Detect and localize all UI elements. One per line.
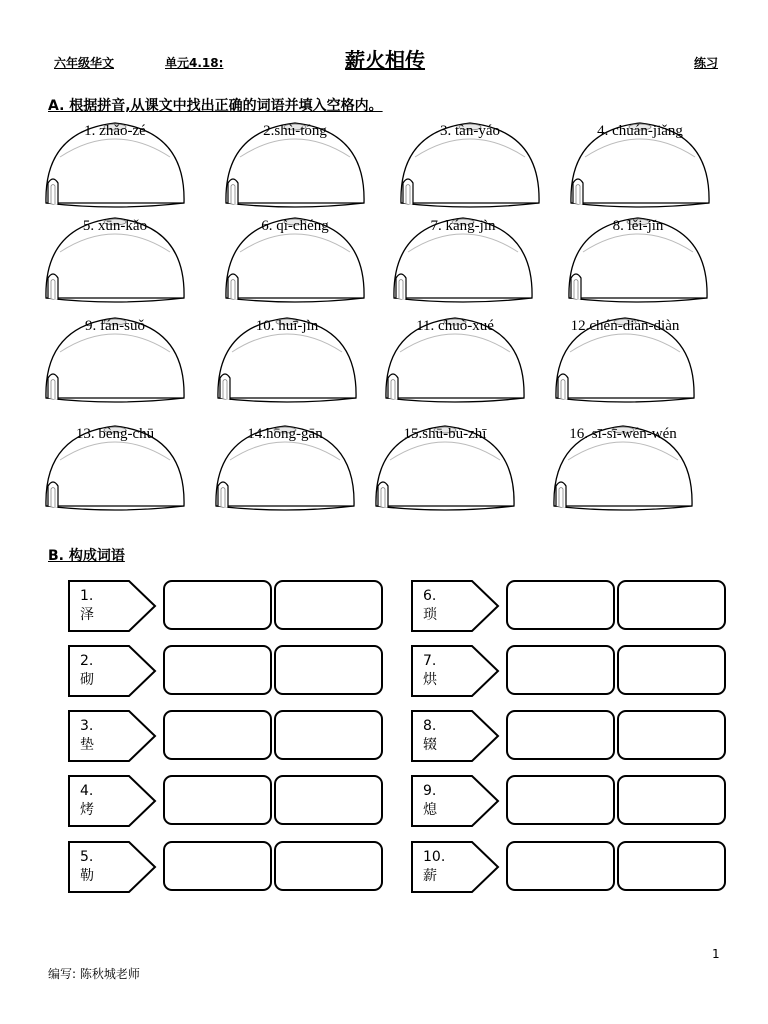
answer-box-2[interactable] [274,645,383,695]
character-label: 10. 薪 [423,849,446,884]
pinyin-label: 8. lěi-jǐn [612,218,664,234]
pinyin-label: 6. qì-chéng [261,218,329,234]
unit-label: 单元4.18: [165,56,224,70]
igloo-answer-3[interactable] [395,117,545,217]
pinyin-label: 14.hōng-gān [247,426,323,442]
igloo-answer-13[interactable] [40,420,190,520]
pinyin-label: 5. xūn-kǎo [82,218,148,234]
igloo-answer-10[interactable] [212,312,362,412]
answer-box-1[interactable] [163,580,272,630]
character-label: 6. 琐 [423,588,437,623]
character-label: 8. 辍 [423,718,437,753]
pinyin-label: 12.chén-diàn-diàn [570,318,680,334]
answer-box-2[interactable] [274,841,383,891]
pinyin-label: 3. tàn-yáo [440,123,500,139]
igloo-answer-8[interactable] [563,212,713,312]
character-label: 3. 垫 [80,718,94,753]
answer-box-2[interactable] [617,645,726,695]
word-row-right-4 [411,775,731,825]
pinyin-label: 15.shū-bù-zhī [403,426,487,442]
pinyin-label: 10. huī-jìn [255,318,319,334]
answer-box-1[interactable] [506,710,615,760]
pinyin-label: 4. chuán-jiǎng [597,123,683,139]
answer-box-1[interactable] [506,645,615,695]
answer-box-1[interactable] [506,580,615,630]
answer-box-2[interactable] [617,710,726,760]
answer-box-2[interactable] [274,775,383,825]
word-row-right-2 [411,645,731,695]
igloo-answer-1[interactable] [40,117,190,217]
answer-box-2[interactable] [617,580,726,630]
pinyin-label: 13. bèng-chū [75,426,155,442]
word-row-left-4 [68,775,388,825]
character-label: 5. 勒 [80,849,94,884]
answer-box-1[interactable] [163,645,272,695]
answer-box-1[interactable] [163,710,272,760]
answer-box-1[interactable] [506,775,615,825]
character-label: 9. 熄 [423,783,437,818]
word-row-right-5 [411,841,731,891]
igloo-answer-6[interactable] [220,212,370,312]
section-a-instruction: A. 根据拼音,从课文中找出正确的词语并填入空格内。 [48,98,383,114]
answer-box-2[interactable] [274,710,383,760]
word-row-left-2 [68,645,388,695]
word-row-right-1 [411,580,731,630]
author-credit: 编写: 陈秋城老师 [48,967,140,981]
word-row-left-5 [68,841,388,891]
word-row-right-3 [411,710,731,760]
pinyin-label: 9. fán-suǒ [85,318,145,334]
igloo-answer-15[interactable] [370,420,520,520]
pinyin-label: 7. káng-jìn [430,218,496,234]
grade-label: 六年级华文 [54,56,115,70]
page-title: 薪火相传 [345,48,425,72]
igloo-answer-4[interactable] [565,117,715,217]
igloo-answer-11[interactable] [380,312,530,412]
word-row-left-3 [68,710,388,760]
character-label: 2. 砌 [80,653,94,688]
answer-box-2[interactable] [617,775,726,825]
igloo-answer-2[interactable] [220,117,370,217]
section-b-title: B. 构成词语 [48,548,125,564]
igloo-answer-5[interactable] [40,212,190,312]
pinyin-label: 2.shù-tóng [263,123,327,139]
character-label: 1. 泽 [80,588,94,623]
answer-box-1[interactable] [163,775,272,825]
answer-box-2[interactable] [274,580,383,630]
igloo-answer-16[interactable] [548,420,698,520]
pinyin-label: 11. chuò-xué [416,318,494,334]
worksheet-type: 练习 [694,56,719,70]
igloo-answer-12[interactable] [550,312,700,412]
page-number: 1 [712,947,720,961]
pinyin-label: 16. sī-sī-wén-wén [569,426,677,442]
igloo-answer-14[interactable] [210,420,360,520]
character-label: 7. 烘 [423,653,437,688]
igloo-answer-9[interactable] [40,312,190,412]
pinyin-label: 1. zhǎo-zé [84,123,146,139]
igloo-answer-7[interactable] [388,212,538,312]
answer-box-2[interactable] [617,841,726,891]
character-label: 4. 烤 [80,783,94,818]
answer-box-1[interactable] [163,841,272,891]
answer-box-1[interactable] [506,841,615,891]
word-row-left-1 [68,580,388,630]
